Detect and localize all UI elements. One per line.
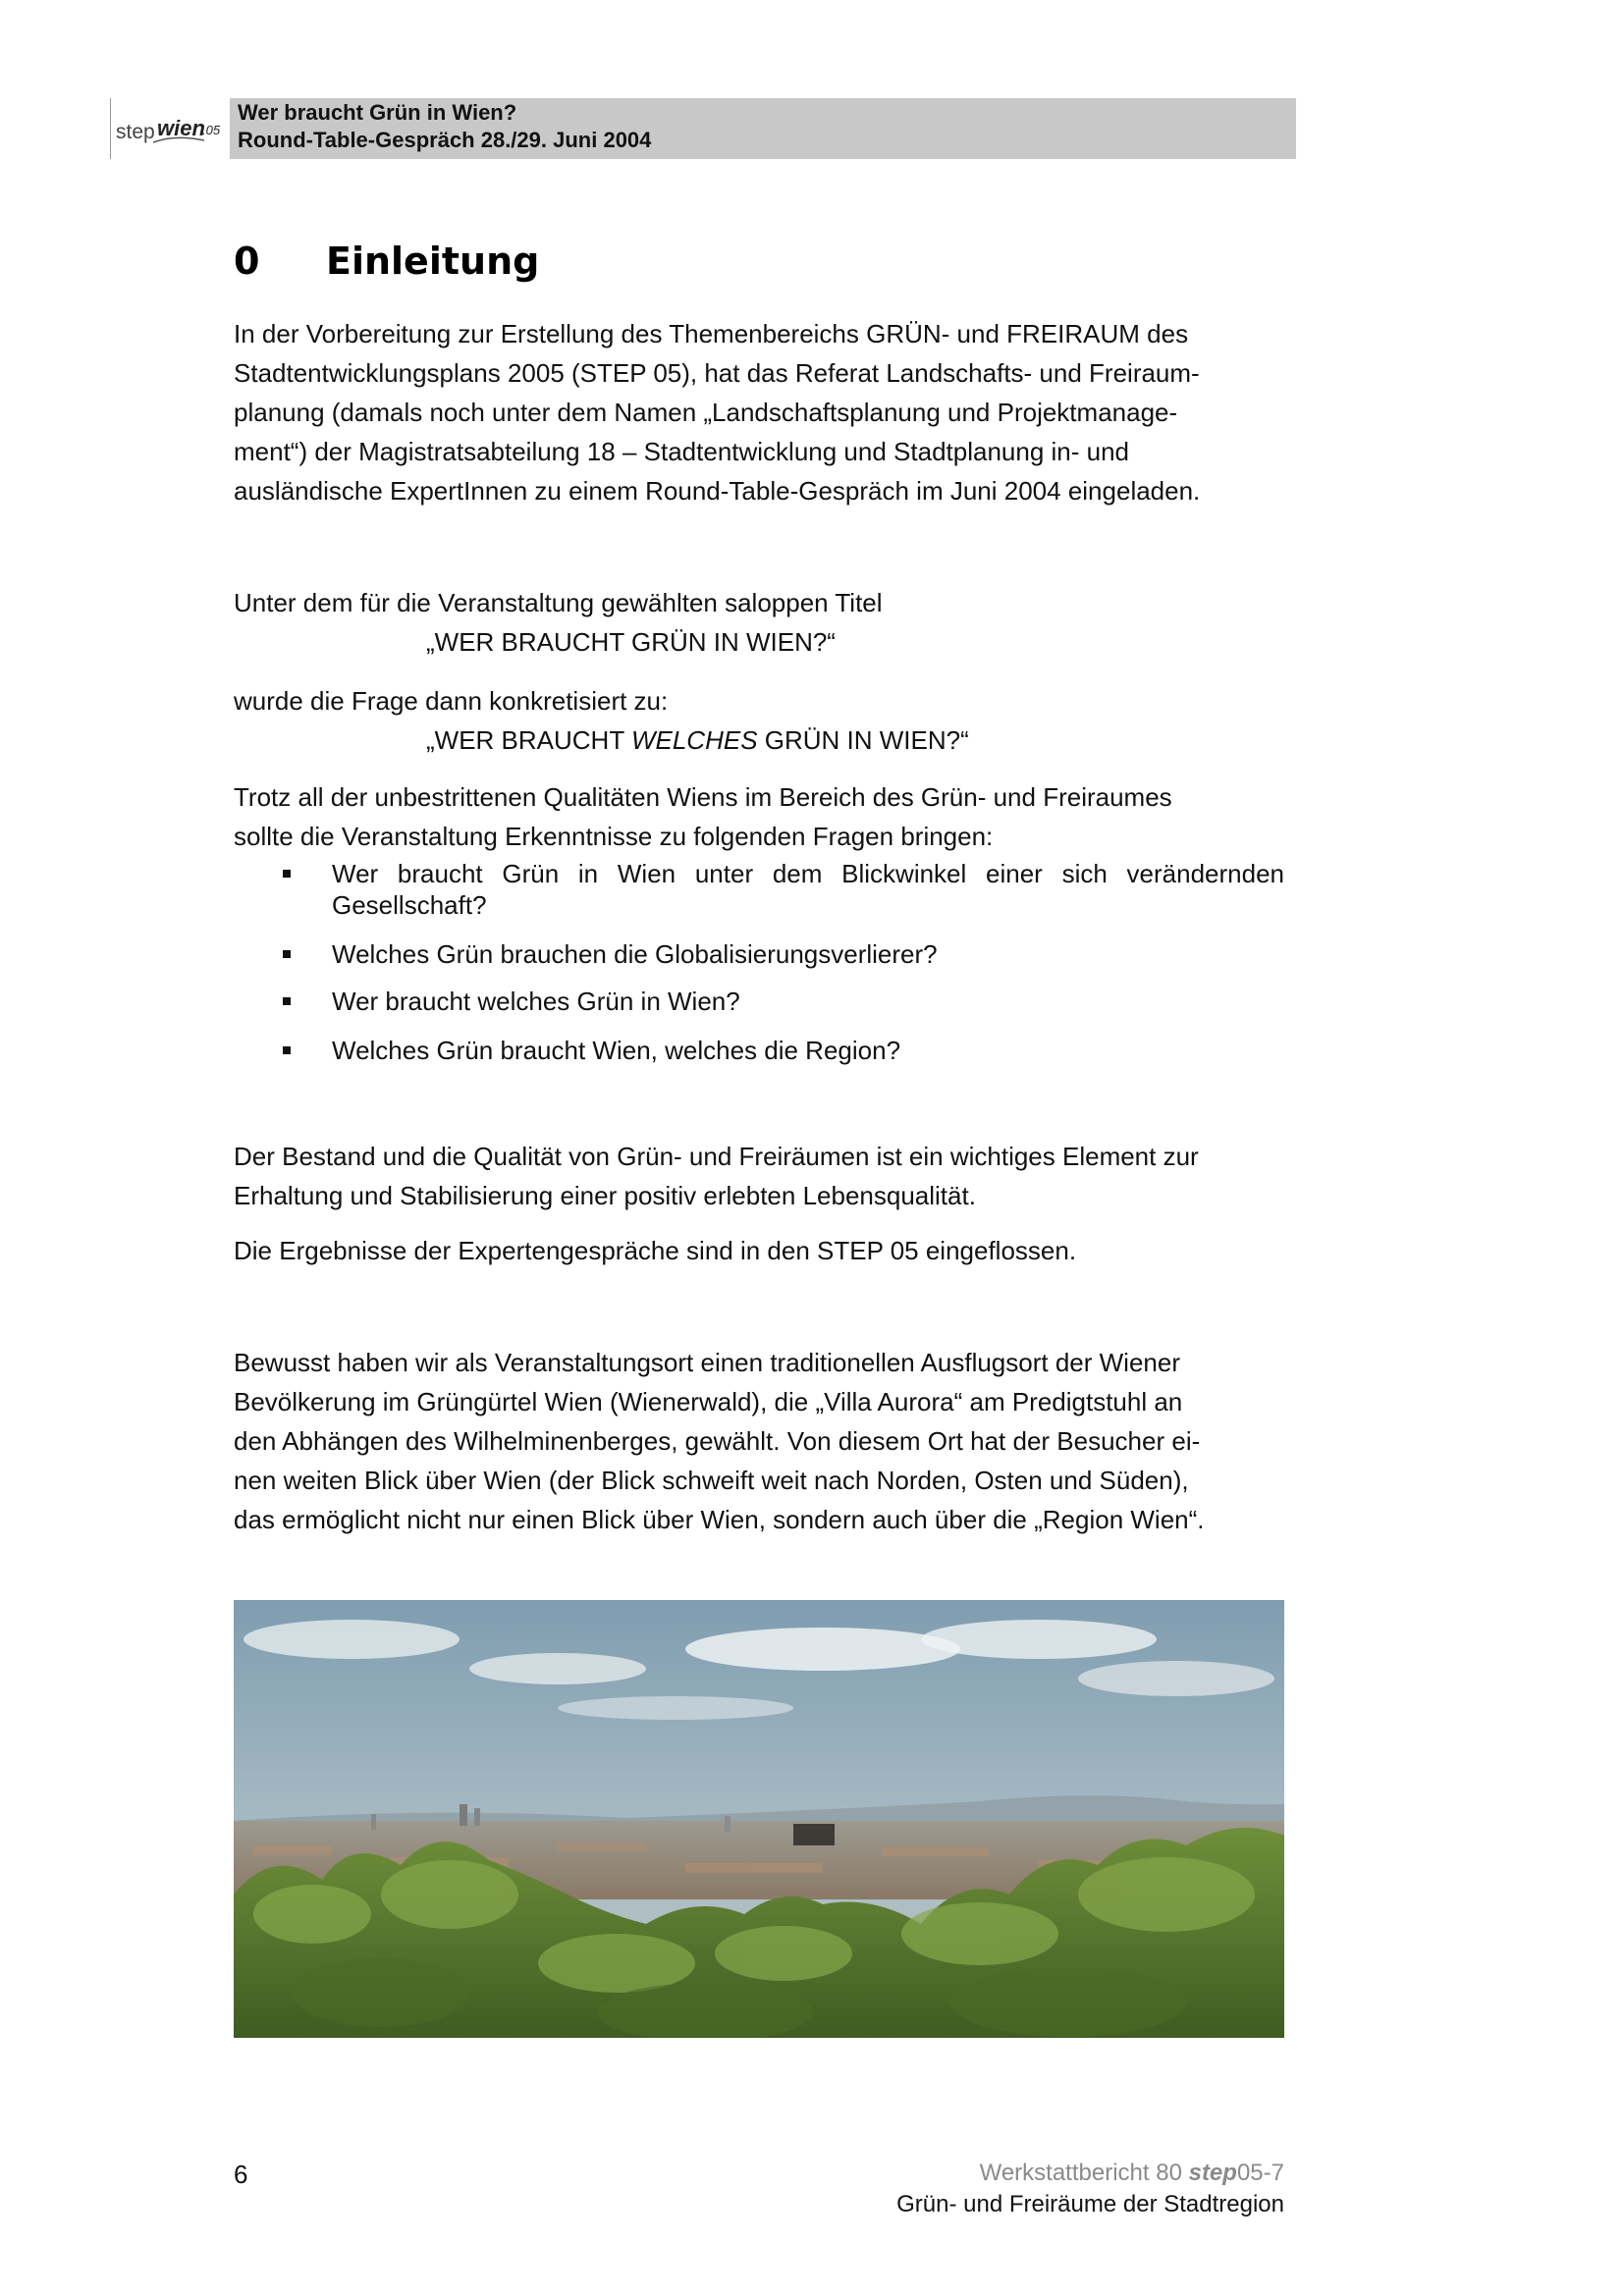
stepwien-logo xyxy=(110,98,227,159)
list-item-text: Welches Grün braucht Wien, welches die Region? xyxy=(332,1036,901,1065)
footer-report-title xyxy=(980,2160,1284,2187)
title-intro-line: Unter dem für die Veranstaltung gewählten saloppen Titel xyxy=(234,588,883,617)
questions-intro-line: sollte die Veranstaltung Erkenntnisse zu folgenden Fragen bringen: xyxy=(234,822,994,851)
header-title: Wer braucht Grün in Wien? xyxy=(238,100,517,125)
location-line: den Abhängen des Wilhelminenberges, gewählt. Von diesem Ort hat der Besucher ei- xyxy=(234,1426,1201,1456)
panorama-image xyxy=(234,1600,1284,2038)
location-line: das ermöglicht nicht nur einen Blick über Wien, sondern auch über die „Region Wien“. xyxy=(234,1505,1205,1534)
bestand-line: Der Bestand und die Qualität von Grün- und Freiräumen ist ein wichtiges Element zur xyxy=(234,1142,1199,1171)
location-line: nen weiten Blick über Wien (der Blick schweift weit nach Norden, Osten und Süden), xyxy=(234,1466,1189,1495)
title-refined-quote xyxy=(426,722,969,758)
bullet-marker xyxy=(283,950,291,958)
quote-part: GRÜN IN WIEN?“ xyxy=(757,725,969,755)
section-title: Einleitung xyxy=(326,240,540,283)
list-item-text: Welches Grün brauchen die Globalisierungsverlierer? xyxy=(332,939,938,969)
results-paragraph: Die Ergebnisse der Expertengespräche sind in den STEP 05 eingeflossen. xyxy=(234,1236,1077,1265)
intro-line: Stadtentwicklungsplans 2005 (STEP 05), hat das Referat Landschafts- und Freiraum- xyxy=(234,358,1200,388)
quote-emphasis: WELCHES xyxy=(630,725,758,755)
report-step: step xyxy=(1188,2160,1237,2186)
intro-line: ausländische ExpertInnen zu einem Round-Table-Gespräch im Juni 2004 eingeladen. xyxy=(234,476,1201,506)
footer-subtitle: Grün- und Freiräume der Stadtregion xyxy=(896,2191,1284,2217)
report-suffix: 05-7 xyxy=(1236,2160,1284,2186)
header-bar xyxy=(230,98,1296,159)
bullet-marker xyxy=(283,997,291,1005)
page-header xyxy=(110,98,1296,159)
svg-text:.05: .05 xyxy=(202,123,221,137)
title-quote: „WER BRAUCHT GRÜN IN WIEN?“ xyxy=(426,627,836,657)
title-refined-line: wurde die Frage dann konkretisiert zu: xyxy=(234,686,669,716)
intro-line: ment“) der Magistratsabteilung 18 – Stadtentwicklung und Stadtplanung in- und xyxy=(234,437,1130,466)
intro-line: In der Vorbereitung zur Erstellung des Themenbereichs GRÜN- und FREIRAUM des xyxy=(234,319,1189,348)
bullet-marker xyxy=(283,870,291,878)
bullet-marker xyxy=(283,1046,291,1054)
bestand-line: Erhaltung und Stabilisierung einer positiv erlebten Lebensqualität. xyxy=(234,1181,976,1210)
section-number: 0 xyxy=(234,240,260,283)
page-number: 6 xyxy=(234,2160,248,2189)
location-line: Bevölkerung im Grüngürtel Wien (Wienerwald), die „Villa Aurora“ am Predigtstuhl an xyxy=(234,1387,1183,1416)
svg-text:step: step xyxy=(116,121,155,143)
list-item-text: Wer braucht Grün in Wien unter dem Blickwinkel einer sich verändernden Gesellschaft? xyxy=(332,859,1284,920)
stepwien-logo-graphic xyxy=(114,105,224,152)
header-subtitle: Round-Table-Gespräch 28./29. Juni 2004 xyxy=(238,128,652,152)
svg-text:wien: wien xyxy=(157,116,205,140)
vienna-panorama-photo xyxy=(234,1600,1284,2038)
location-line: Bewusst haben wir als Veranstaltungsort einen traditionellen Ausflugsort der Wiener xyxy=(234,1348,1180,1377)
quote-part: „WER BRAUCHT xyxy=(426,725,631,755)
section-heading xyxy=(234,240,539,283)
list-item-text: Wer braucht welches Grün in Wien? xyxy=(332,987,740,1016)
intro-line: planung (damals noch unter dem Namen „Landschaftsplanung und Projektmanage- xyxy=(234,398,1178,427)
report-prefix: Werkstattbericht 80 xyxy=(979,2160,1189,2186)
questions-intro-line: Trotz all der unbestrittenen Qualitäten Wiens im Bereich des Grün- und Freiraumes xyxy=(234,782,1172,812)
